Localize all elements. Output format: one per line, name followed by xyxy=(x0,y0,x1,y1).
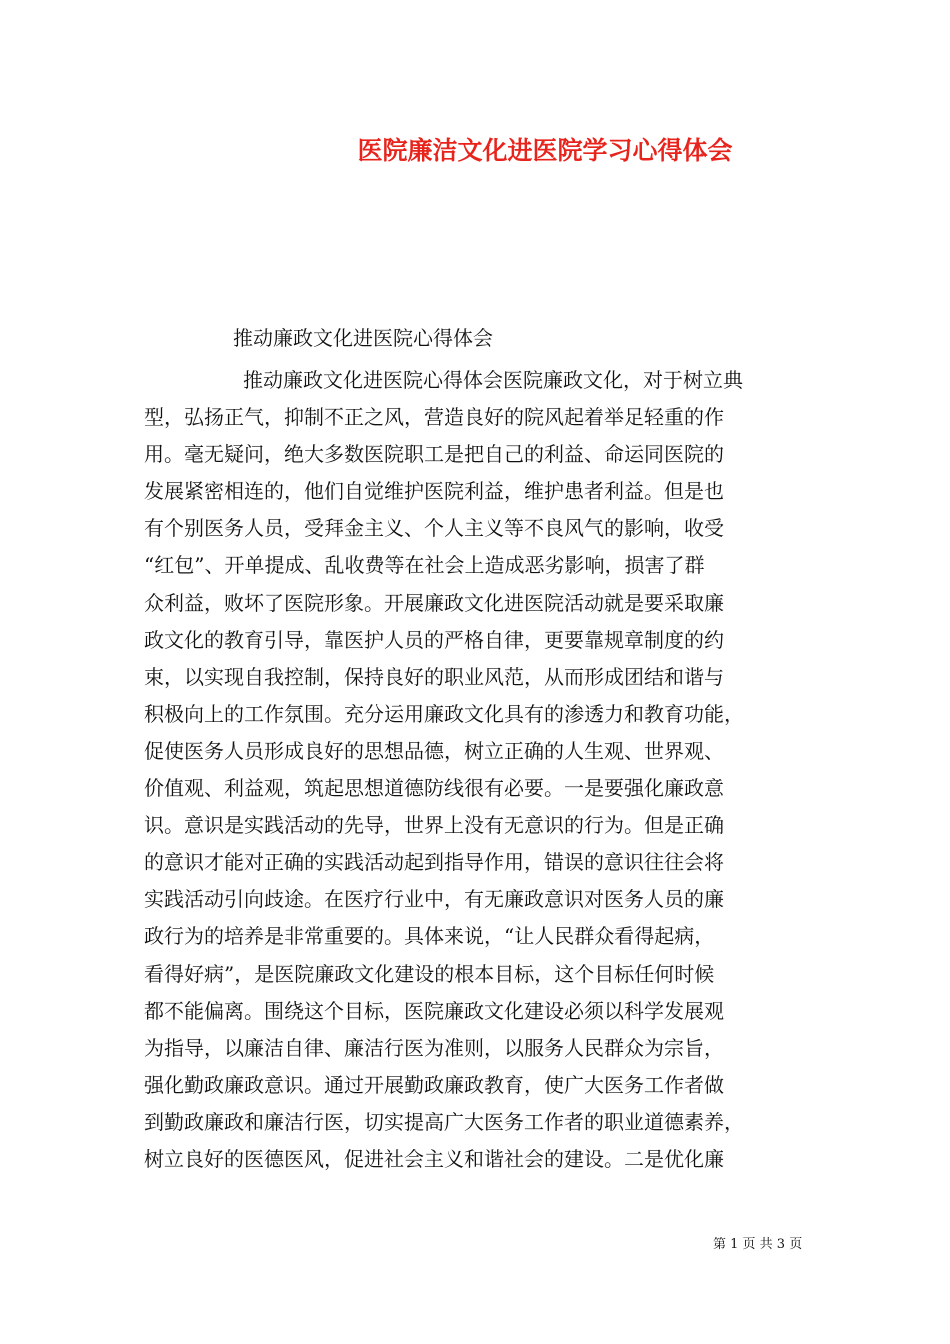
body-line: 实践活动引向歧途。在医疗行业中，有无廉政意识对医务人员的廉 xyxy=(144,887,724,912)
body-line: 有个别医务人员，受拜金主义、个人主义等不良风气的影响，收受 xyxy=(144,516,724,541)
body-line: 为指导，以廉洁自律、廉洁行医为准则，以服务人民群众为宗旨， xyxy=(144,1035,724,1060)
body-line: 识。意识是实践活动的先导，世界上没有无意识的行为。但是正确 xyxy=(144,813,724,838)
body-line: 到勤政廉政和廉洁行医，切实提高广大医务工作者的职业道德素养， xyxy=(144,1109,744,1134)
body-line: 价值观、利益观，筑起思想道德防线很有必要。一是要强化廉政意 xyxy=(144,776,724,801)
body-line: 强化勤政廉政意识。通过开展勤政廉政教育，使广大医务工作者做 xyxy=(144,1072,724,1097)
body-line: 的意识才能对正确的实践活动起到指导作用，错误的意识往往会将 xyxy=(144,850,724,875)
body-line: 发展紧密相连的，他们自觉维护医院利益，维护患者利益。但是也 xyxy=(144,479,724,504)
body-line: 都不能偏离。围绕这个目标，医院廉政文化建设必须以科学发展观 xyxy=(144,998,724,1023)
document-body xyxy=(144,362,824,1178)
body-line: 促使医务人员形成良好的思想品德，树立正确的人生观、世界观、 xyxy=(144,738,724,763)
body-line: 看得好病”，是医院廉政文化建设的根本目标，这个目标任何时候 xyxy=(144,961,715,986)
body-line: 用。毫无疑问，绝大多数医院职工是把自己的利益、命运同医院的 xyxy=(144,442,724,467)
body-line: 推动廉政文化进医院心得体会医院廉政文化，对于树立典 xyxy=(243,368,743,392)
body-line: 政行为的培养是非常重要的。具体来说，“让人民群众看得起病， xyxy=(144,924,715,949)
body-line: 政文化的教育引导，靠医护人员的严格自律，更要靠规章制度的约 xyxy=(144,627,724,652)
document-title: 医院廉洁文化进医院学习心得体会 xyxy=(357,136,733,165)
body-line: 型，弘扬正气，抑制不正之风，营造良好的院风起着举足轻重的作 xyxy=(144,405,724,430)
body-line: 束，以实现自我控制，保持良好的职业风范，从而形成团结和谐与 xyxy=(144,664,724,689)
body-line: 众利益，败坏了医院形象。开展廉政文化进医院活动就是要采取廉 xyxy=(144,590,724,615)
body-line: 积极向上的工作氛围。充分运用廉政文化具有的渗透力和教育功能， xyxy=(144,701,744,726)
page-number-footer: 第 1 页 共 3 页 xyxy=(713,1237,803,1252)
body-line: “红包”、开单提成、乱收费等在社会上造成恶劣影响，损害了群 xyxy=(144,553,705,578)
body-line: 树立良好的医德医风，促进社会主义和谐社会的建设。二是优化廉 xyxy=(144,1146,724,1171)
document-subtitle: 推动廉政文化进医院心得体会 xyxy=(233,326,493,350)
